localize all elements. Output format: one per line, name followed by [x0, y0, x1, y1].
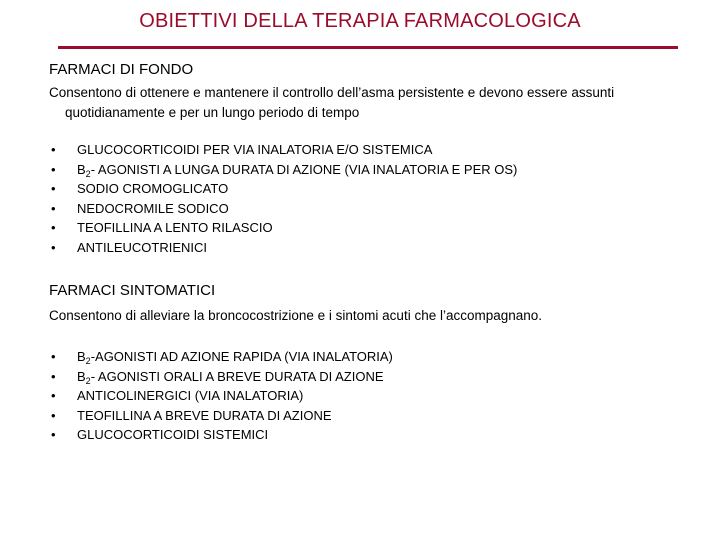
- bullet-icon: •: [51, 161, 56, 177]
- page-title: OBIETTIVI DELLA TERAPIA FARMACOLOGICA: [139, 10, 581, 32]
- bullet-icon: •: [51, 427, 56, 442]
- list-item-text-rest: - AGONISTI A LUNGA DURATA DI AZIONE (VIA INALATORIA E PER OS): [90, 161, 518, 177]
- list-item: [51, 218, 517, 238]
- bullet-icon: •: [51, 181, 56, 196]
- list-item-text: B: [77, 349, 86, 364]
- bullet-icon: •: [51, 239, 56, 255]
- list-item: [51, 406, 393, 426]
- section-description-fondo: Consentono di ottenere e mantenere il controllo dell’asma persistente e devono essere assunti quotidianamente e per un lungo periodo di tempo: [49, 85, 615, 120]
- list-item: [51, 140, 517, 160]
- subscript: 2: [85, 168, 91, 179]
- list-item-text: GLUCOCORTICOIDI PER VIA INALATORIA E/O SISTEMICA: [77, 142, 433, 157]
- section-heading-sintomatici: FARMACI SINTOMATICI: [49, 282, 216, 299]
- list-item: [51, 367, 393, 387]
- list-item: [51, 386, 393, 406]
- list-item-text: GLUCOCORTICOIDI SISTEMICI: [77, 427, 269, 442]
- list-sintomatici: [51, 347, 393, 445]
- list-item: [51, 179, 517, 199]
- list-item: [51, 238, 517, 258]
- bullet-icon: •: [51, 200, 56, 216]
- section-heading-fondo: FARMACI DI FONDO: [49, 61, 194, 78]
- list-item-text: B: [77, 161, 86, 177]
- list-item: [51, 199, 517, 219]
- list-item-text: TEOFILLINA A LENTO RILASCIO: [77, 220, 273, 235]
- list-item-text: NEDOCROMILE SODICO: [77, 200, 229, 216]
- list-item-text: ANTICOLINERGICI (VIA INALATORIA): [77, 388, 304, 403]
- bullet-icon: •: [51, 220, 56, 235]
- list-fondo: [51, 140, 517, 257]
- list-item-text-rest: - AGONISTI ORALI A BREVE DURATA DI AZIONE: [90, 368, 384, 384]
- bullet-icon: •: [51, 349, 56, 364]
- list-item-text: ANTILEUCOTRIENICI: [77, 239, 208, 255]
- bullet-icon: •: [51, 142, 56, 157]
- section-description-sintomatici: Consentono di alleviare la broncocostrizione e i sintomi acuti che l’accompagnano.: [49, 308, 543, 323]
- title-underline: [58, 46, 678, 49]
- list-item: [51, 347, 393, 367]
- list-item-text: SODIO CROMOGLICATO: [77, 181, 229, 196]
- subscript: 2: [85, 356, 91, 366]
- list-item: [51, 425, 393, 445]
- bullet-icon: •: [51, 368, 56, 384]
- bullet-icon: •: [51, 407, 56, 423]
- subscript: 2: [85, 375, 91, 386]
- list-item-text: B: [77, 368, 86, 384]
- bullet-icon: •: [51, 388, 56, 403]
- list-item-text-rest: -AGONISTI AD AZIONE RAPIDA (VIA INALATORIA): [90, 349, 393, 364]
- list-item: [51, 160, 517, 180]
- list-item-text: TEOFILLINA A BREVE DURATA DI AZIONE: [77, 407, 332, 423]
